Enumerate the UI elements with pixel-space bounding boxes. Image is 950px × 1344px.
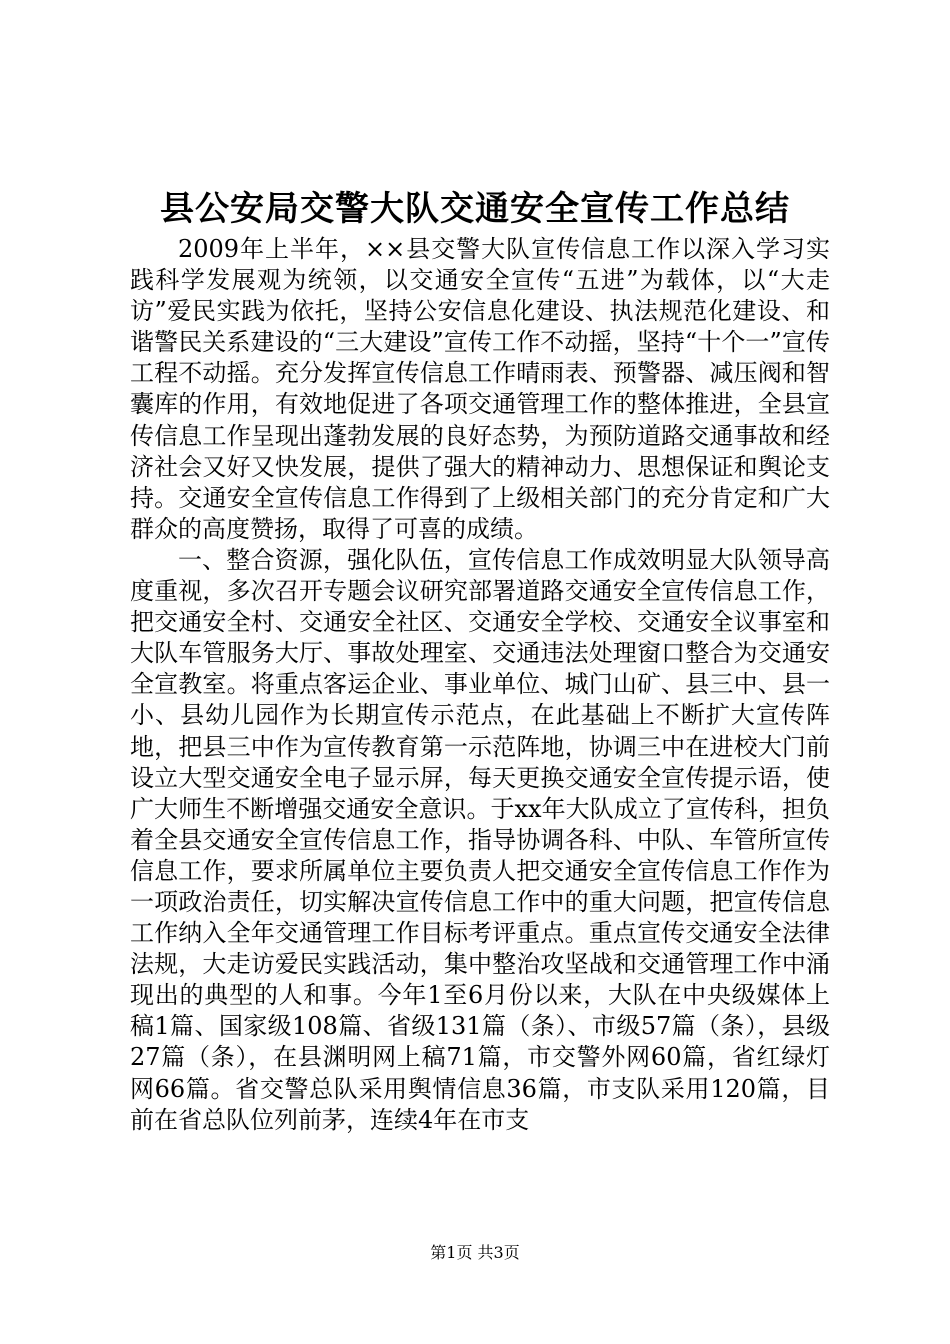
intro-paragraph: 2009年上半年，××县交警大队宣传信息工作以深入学习实践科学发展观为统领，以交通安全宣传“五进”为载体，以“大走访”爱民实践为依托，坚持公安信息化建设、执法规范化建设、和谐警民关系建设的“三大建设”宣传工作不动摇，坚持“十个一”宣传工程不动摇。充分发挥宣传信息工作晴雨表、预警器、减压阀和智囊库的作用，有效地促进了各项交通管理工作的整体推进，全县宣传信息工作呈现出蓬勃发展的良好态势，为预防道路交通事故和经济社会又好又快发展，提供了强大的精神动力、思想保证和舆论支持。交通安全宣传信息工作得到了上级相关部门的充分肯定和广大群众的高度赞扬，取得了可喜的成绩。 — [130, 235, 830, 543]
page-number-footer: 第1页 共3页 — [430, 1243, 520, 1262]
document-body — [130, 234, 830, 1136]
section-one-paragraph: 一、整合资源，强化队伍，宣传信息工作成效明显大队领导高度重视，多次召开专题会议研究部署道路交通安全宣传信息工作，把交通安全村、交通安全社区、交通安全学校、交通安全议事室和大队车管服务大厅、事故处理室、交通违法处理窗口整合为交通安全宣教室。将重点客运企业、事业单位、城门山矿、县三中、县一小、县幼儿园作为长期宣传示范点，在此基础上不断扩大宣传阵地，把县三中作为宣传教育第一示范阵地，协调三中在进校大门前设立大型交通安全电子显示屏，每天更换交通安全宣传提示语，使广大师生不断增强交通安全意识。于xx年大队成立了宣传科，担负着全县交通安全宣传信息工作，指导协调各科、中队、车管所宣传信息工作，要求所属单位主要负责人把交通安全宣传信息工作作为一项政治责任，切实解决宣传信息工作中的重大问题，把宣传信息工作纳入全年交通管理工作目标考评重点。重点宣传交通安全法律法规，大走访爱民实践活动，集中整治攻坚战和交通管理工作中涌现出的典型的人和事。今年1至6月份以来，大队在中央级媒体上稿1篇、国家级108篇、省级131篇（条）、市级57篇（条），县级27篇（条），在县渊明网上稿71篇，市交警外网60篇，省红绿灯网66篇。省交警总队采用舆情信息36篇，市支队采用120篇，目前在省总队位列前茅，连续4年在市支 — [130, 545, 830, 1134]
document-title: 县公安局交警大队交通安全宣传工作总结 — [160, 189, 790, 229]
